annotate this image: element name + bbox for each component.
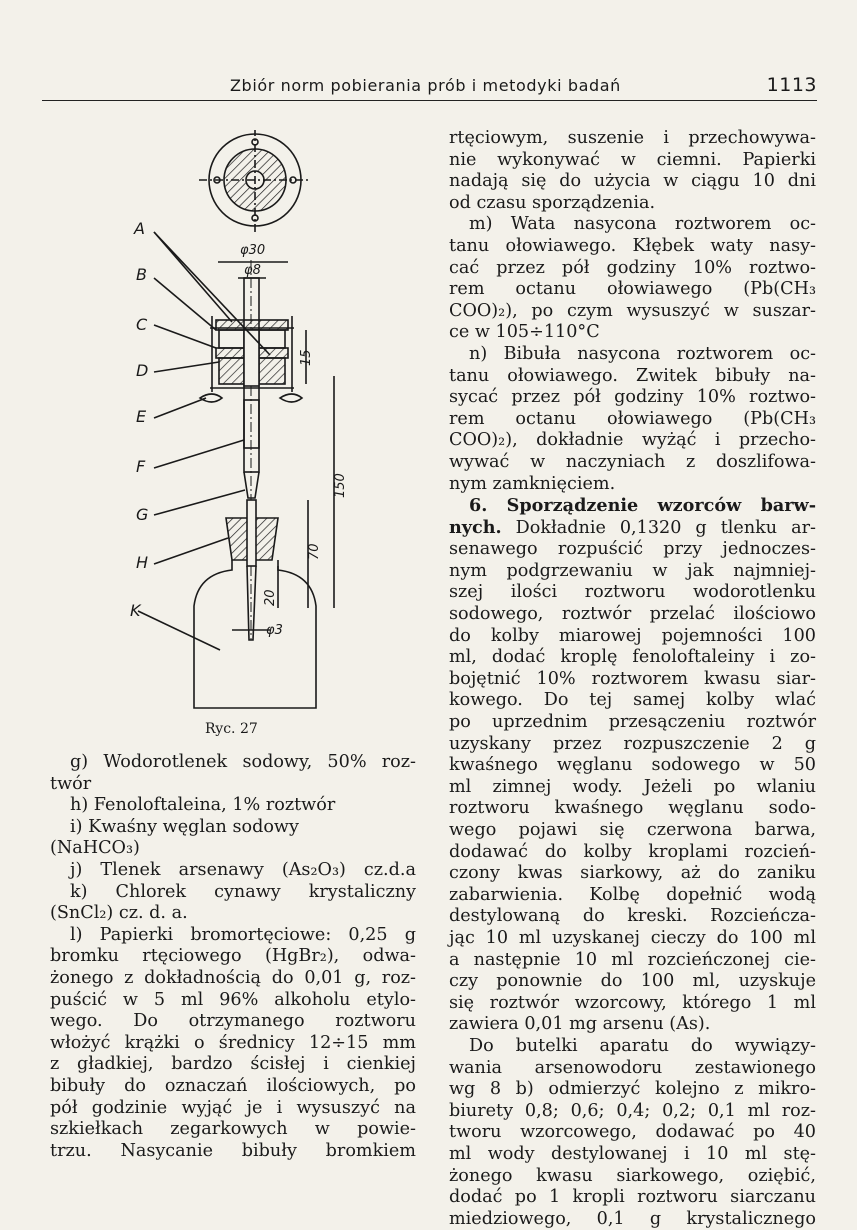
text-line: nadają się do użycia w ciągu 10 dni bbox=[449, 171, 816, 192]
running-title: Zbiór norm pobierania prób i metodyki badań bbox=[230, 76, 621, 95]
label-d: D bbox=[136, 361, 149, 380]
label-h: H bbox=[136, 553, 149, 572]
text-line: trzu. Nasycanie bibuły bromkiem bbox=[50, 1140, 416, 1161]
text-line: kowego. Do tej samej kolby wlać bbox=[449, 690, 816, 711]
text-line: nym podgrzewaniu w jak najmniej- bbox=[449, 560, 816, 581]
text-line: rem octanu ołowiawego (Pb(CH₃ bbox=[449, 408, 816, 429]
text-line: n) Bibuła nasycona roztworem oc- bbox=[469, 343, 816, 364]
dim-d3: φ3 bbox=[266, 623, 283, 638]
apparatus-figure bbox=[120, 130, 420, 770]
text-line: dodawać do kolby kroplami rozcień- bbox=[449, 841, 816, 862]
text-line: miedziowego, 0,1 g krystalicznego bbox=[449, 1208, 816, 1229]
page-header bbox=[42, 70, 817, 101]
label-e: E bbox=[136, 407, 147, 426]
text-line: dodać po 1 kropli roztworu siarczanu bbox=[449, 1187, 816, 1208]
text-line: ml wody destylowanej i 10 ml stę- bbox=[449, 1143, 816, 1164]
label-g: G bbox=[136, 505, 149, 524]
text-line: bibuły do oznaczań ilościowych, po bbox=[50, 1075, 416, 1096]
text-line: żonego kwasu siarkowego, oziębić, bbox=[449, 1165, 816, 1186]
text-line: jąc 10 ml uzyskanej cieczy do 100 ml bbox=[449, 927, 816, 948]
text-line: wego pojawi się czerwona barwa, bbox=[449, 820, 816, 840]
text-line: ce w 105÷110°C bbox=[449, 322, 600, 343]
text-line: bromku rtęciowego (HgBr₂), odwa- bbox=[50, 946, 416, 967]
text-line: senawego rozpuścić przy jednoczes- bbox=[449, 539, 816, 560]
text-line: uzyskany przez rozpuszczenie 2 g bbox=[449, 733, 816, 754]
text-line: (NaHCO₃) bbox=[50, 838, 140, 859]
right-column bbox=[449, 128, 816, 1230]
text-line: wywać w naczyniach z doszlifowa- bbox=[449, 451, 816, 472]
text-line: wg 8 b) odmierzyć kolejno z mikro- bbox=[449, 1079, 816, 1100]
text-line: pół godzinie wyjąć je i wysuszyć na bbox=[50, 1097, 416, 1118]
text-line: włożyć krążki o średnicy 12÷15 mm bbox=[50, 1032, 416, 1053]
left-column bbox=[50, 752, 416, 1162]
label-a: A bbox=[134, 219, 145, 238]
figure-caption: Ryc. 27 bbox=[205, 721, 258, 737]
label-b: B bbox=[136, 265, 147, 284]
text-line: bojętnić 10% roztworem kwasu siar- bbox=[449, 668, 816, 689]
text-line: rtęciowym, suszenie i przechowywa- bbox=[449, 128, 816, 148]
text-line: kwaśnego węglanu sodowego w 50 bbox=[449, 755, 816, 776]
text-line: szkiełkach zegarkowych w powie- bbox=[50, 1119, 416, 1140]
text-line: twór bbox=[50, 773, 92, 794]
text-line: a następnie 10 ml rozcieńczonej cie- bbox=[449, 949, 816, 970]
page-number: 1113 bbox=[766, 74, 817, 96]
text-line: i) Kwaśny węglan sodowy bbox=[70, 816, 299, 837]
text-line: zawiera 0,01 mg arsenu (As). bbox=[449, 1014, 711, 1035]
text-line: 6. Sporządzenie wzorców barw- bbox=[469, 495, 816, 517]
text-line: z gładkiej, bardzo ścisłej i cienkiej bbox=[50, 1054, 416, 1075]
text-line: się roztwór wzorcowy, którego 1 ml bbox=[449, 992, 816, 1013]
text-line: tworu wzorcowego, dodawać po 40 bbox=[449, 1122, 816, 1143]
text-line: do kolby miarowej pojemności 100 bbox=[449, 625, 816, 646]
dim-150: 150 bbox=[333, 473, 348, 498]
text-line: szej ilości roztworu wodorotlenku bbox=[449, 582, 816, 603]
text-line: czony kwas siarkowy, aż do zaniku bbox=[449, 863, 816, 884]
text-line: COO)₂), dokładnie wyżąć i przecho- bbox=[449, 430, 816, 451]
text-line: k) Chlorek cynawy krystaliczny bbox=[70, 881, 416, 902]
label-k: K bbox=[130, 601, 141, 620]
text-line: zabarwienia. Kolbę dopełnić wodą bbox=[449, 884, 816, 905]
dim-d30: φ30 bbox=[240, 243, 266, 258]
dim-15: 15 bbox=[299, 349, 314, 366]
text-line: COO)₂), po czym wysuszyć w suszar- bbox=[449, 300, 816, 321]
text-line: g) Wodorotlenek sodowy, 50% roz- bbox=[70, 752, 416, 772]
label-c: C bbox=[136, 315, 148, 334]
text-line: biurety 0,8; 0,6; 0,4; 0,2; 0,1 ml roz- bbox=[449, 1100, 816, 1121]
dim-70: 70 bbox=[307, 543, 322, 560]
text-line: tanu ołowiawego. Kłębek waty nasy- bbox=[449, 235, 816, 256]
label-f: F bbox=[136, 457, 146, 476]
apparatus-drawing bbox=[120, 130, 420, 770]
text-line: tanu ołowiawego. Zwitek bibuły na- bbox=[449, 365, 816, 386]
dim-d8: φ8 bbox=[244, 263, 261, 278]
text-line: rem octanu ołowiawego (Pb(CH₃ bbox=[449, 279, 816, 300]
text-line: puścić w 5 ml 96% alkoholu etylo- bbox=[50, 989, 416, 1010]
text-line: po uprzednim przesączeniu roztwór bbox=[449, 712, 816, 733]
text-line: sodowego, roztwór przelać ilościowo bbox=[449, 604, 816, 625]
text-line: j) Tlenek arsenawy (As₂O₃) cz.d.a bbox=[70, 859, 416, 880]
text-line: cać przez pół godziny 10% roztwo- bbox=[449, 257, 816, 278]
text-line: od czasu sporządzenia. bbox=[449, 192, 656, 213]
text-line: czy ponownie do 100 ml, uzyskuje bbox=[449, 971, 816, 992]
text-line: nym zamknięciem. bbox=[449, 473, 616, 494]
text-line: l) Papierki bromortęciowe: 0,25 g bbox=[70, 924, 416, 945]
text-line: wania arsenowodoru zestawionego bbox=[449, 1057, 816, 1078]
text-line: nych. Dokładnie 0,1320 g tlenku ar- bbox=[449, 516, 816, 538]
text-line: ml, dodać kroplę fenoloftaleiny i zo- bbox=[449, 647, 816, 668]
dim-20: 20 bbox=[263, 589, 278, 606]
text-line: Do butelki aparatu do wywiązy- bbox=[469, 1035, 816, 1056]
text-line: wego. Do otrzymanego roztworu bbox=[50, 1011, 416, 1032]
text-line: roztworu kwaśnego węglanu sodo- bbox=[449, 798, 816, 819]
text-line: sycać przez pół godziny 10% roztwo- bbox=[449, 387, 816, 408]
text-line: żonego z dokładnością do 0,01 g, roz- bbox=[50, 967, 416, 988]
text-line: ml zimnej wody. Jeżeli po wlaniu bbox=[449, 776, 816, 797]
text-line: h) Fenoloftaleina, 1% roztwór bbox=[70, 795, 336, 816]
text-line: destylowaną do kreski. Rozcieńcza- bbox=[449, 906, 816, 927]
text-line: nie wykonywać w ciemni. Papierki bbox=[449, 149, 816, 170]
text-line: (SnCl₂) cz. d. a. bbox=[50, 903, 188, 924]
text-line: m) Wata nasycona roztworem oc- bbox=[469, 214, 816, 235]
